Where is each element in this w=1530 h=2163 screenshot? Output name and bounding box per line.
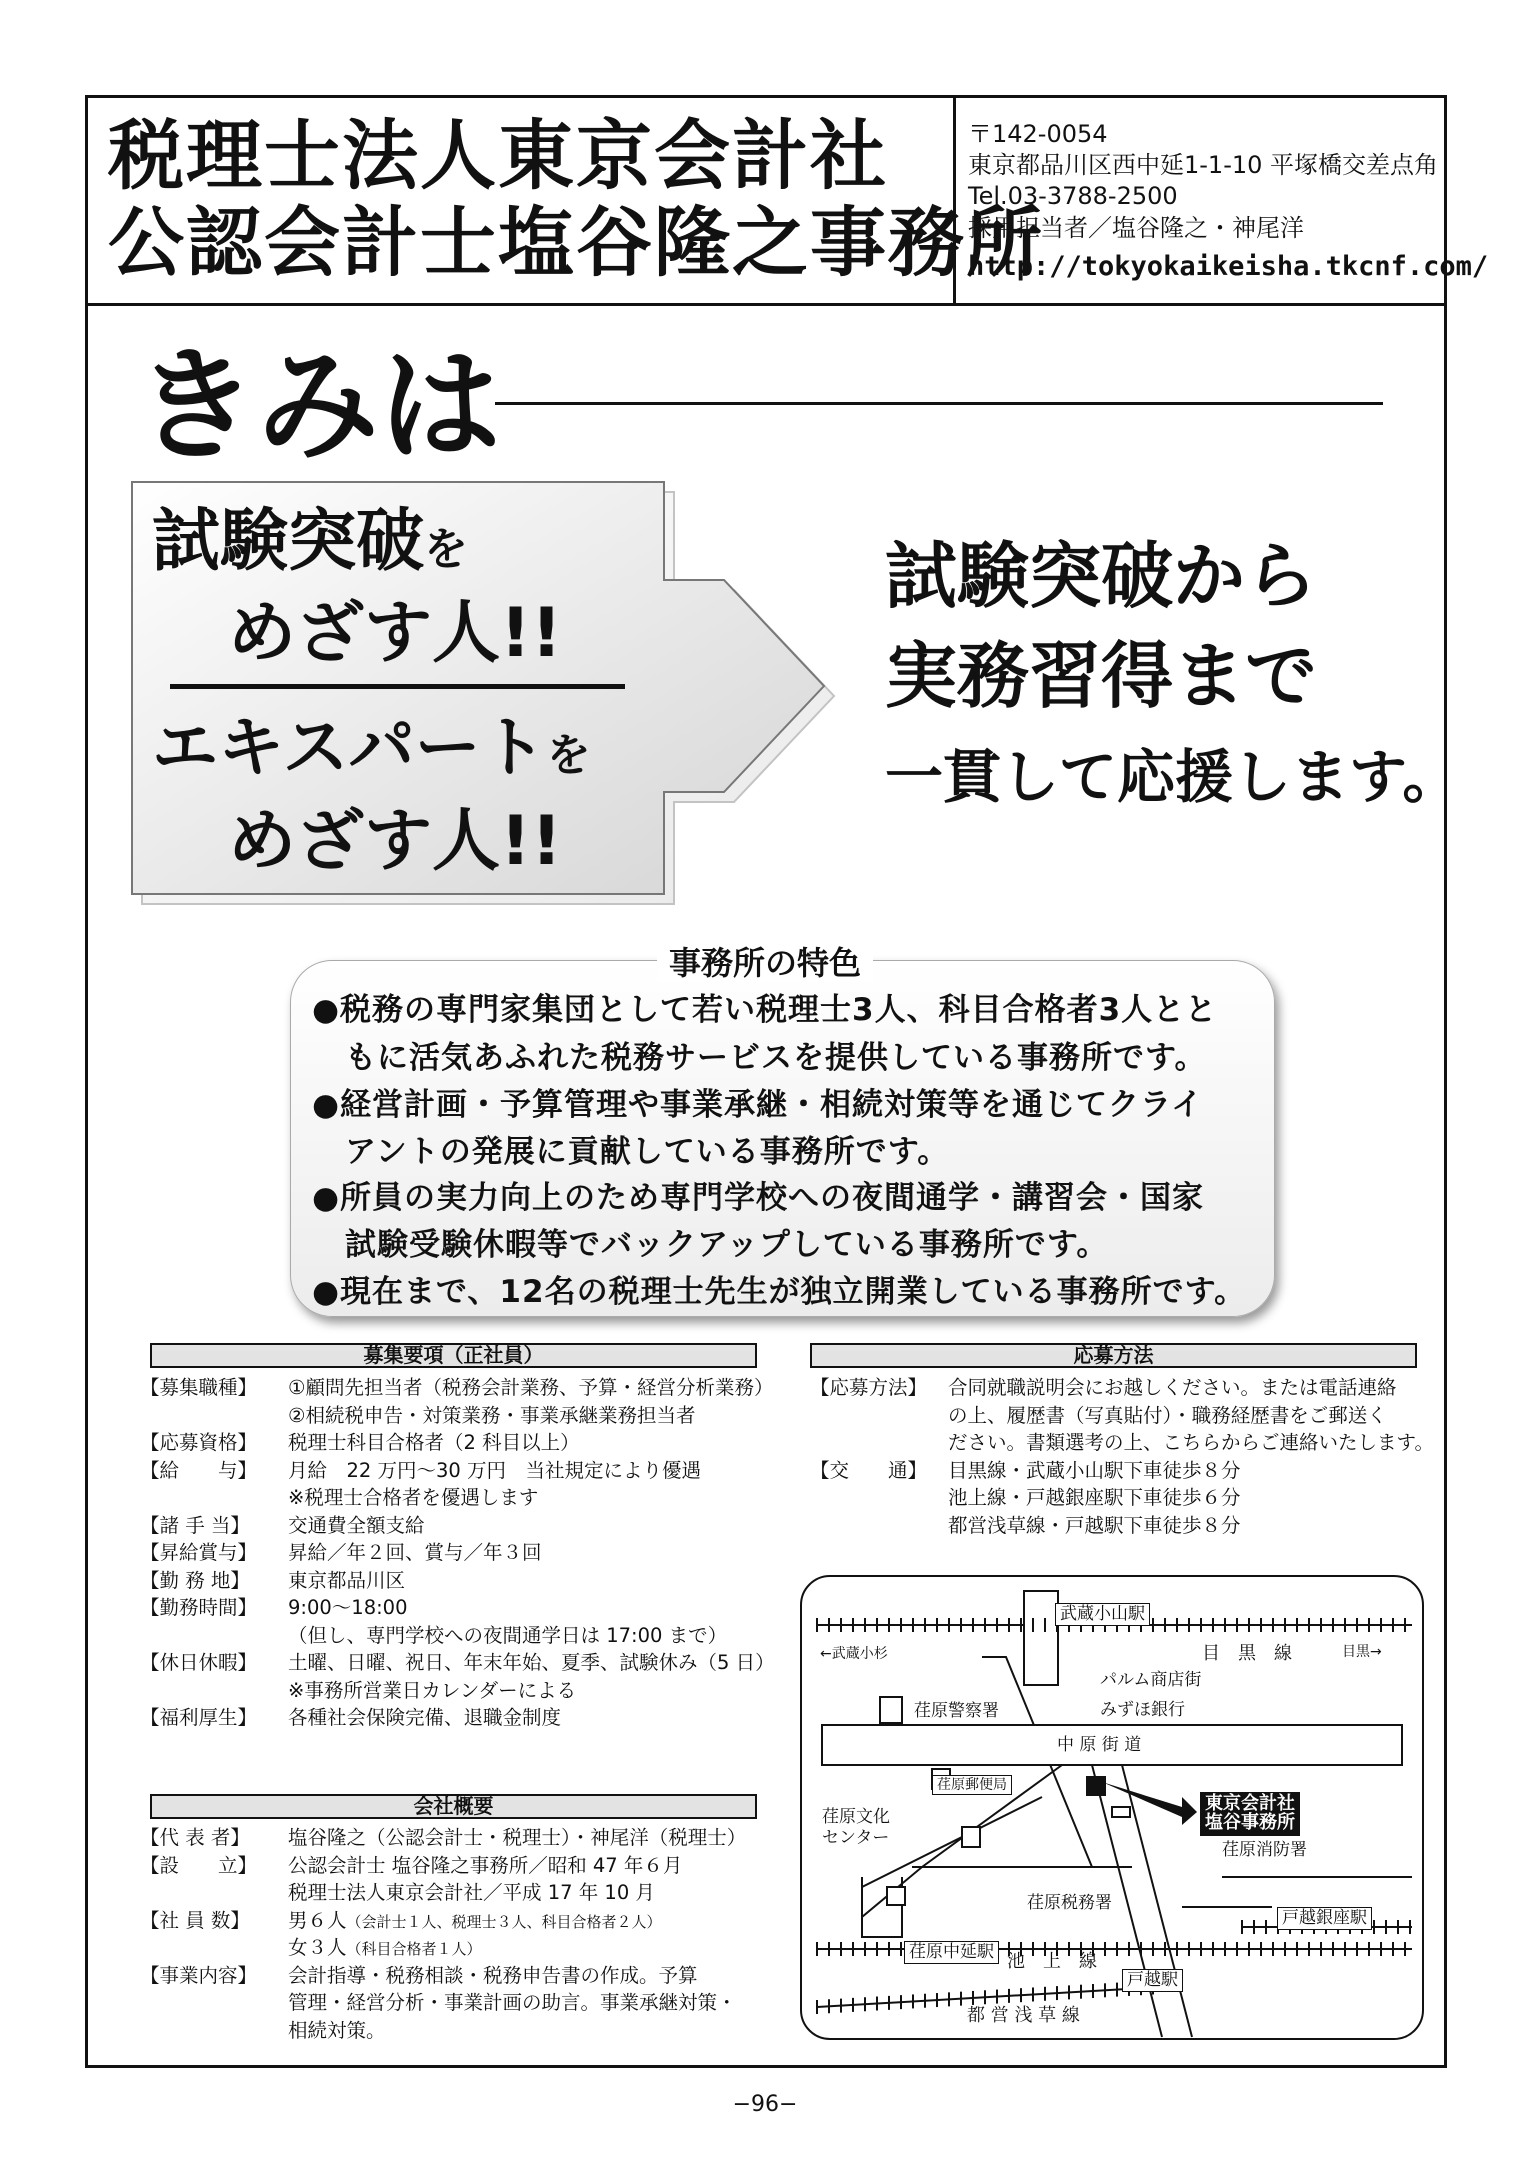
info-row-value: 月給 22 万円〜30 万円 当社規定により優遇 — [288, 1458, 702, 1482]
info-row-value: の上、履歴書（写真貼付）・職務経歴書をご郵送く — [948, 1403, 1387, 1427]
right-msg-line3: 一貫して応援します。 — [885, 743, 1461, 811]
map-ikegami-line: 池 上 線 — [1007, 1951, 1097, 1972]
headline-rule — [495, 402, 1383, 405]
info-row-value: （但し、専門学校への夜間通学日は 17:00 まで） — [288, 1623, 728, 1647]
feature-item: 試験受験休暇等でバックアップしている事務所です。 — [345, 1227, 1109, 1263]
feature-item: ●所員の実力向上のため専門学校への夜間通学・講習会・国家 — [312, 1180, 1205, 1216]
info-row-value: 公認会計士 塩谷隆之事務所／昭和 47 年６月 — [288, 1853, 683, 1877]
info-row-value: 都営浅草線・戸越駅下車徒歩８分 — [948, 1513, 1241, 1537]
info-row-value: 相続対策。 — [288, 2018, 386, 2042]
info-row-value: ださい。書類選考の上、こちらからご連絡いたします。 — [948, 1431, 1434, 1454]
firm-name-line2: 公認会計士塩谷隆之事務所 — [108, 198, 1044, 287]
map-mizuho: みずほ銀行 — [1100, 1700, 1185, 1720]
map-tax: 荏原税務署 — [1027, 1893, 1112, 1913]
header-divider — [85, 303, 1447, 306]
info-row-value: 管理・経営分析・事業計画の助言。事業承継対策・ — [288, 1991, 737, 2014]
map-police: 荏原警察署 — [914, 1701, 999, 1721]
map-drawing — [802, 1577, 1424, 2040]
info-row-key: 【応募資格】 — [140, 1431, 258, 1454]
info-row-value: ②相続税申告・対策業務・事業承継業務担当者 — [288, 1403, 696, 1427]
left-divider — [170, 684, 625, 689]
info-row-value: 女３人（科目合格者１人） — [288, 1936, 482, 1959]
features-title: 事務所の特色 — [0, 938, 1530, 984]
info-row-value: 交通費全額支給 — [288, 1513, 425, 1537]
left-line2: めざす人!! — [228, 594, 563, 673]
map-station-musashikoyama: 武蔵小山駅 — [1055, 1603, 1150, 1626]
map-meguro-line: 目 黒 線 — [1202, 1643, 1292, 1664]
info-row-key: 【勤務時間】 — [140, 1596, 258, 1619]
map-culture: 荏原文化 センター — [822, 1807, 890, 1849]
info-row-value: 昇給／年２回、賞与／年３回 — [288, 1541, 542, 1564]
info-row-value: 池上線・戸越銀座駅下車徒歩６分 — [948, 1486, 1241, 1509]
info-row-value: 目黒線・武蔵小山駅下車徒歩８分 — [948, 1458, 1241, 1482]
info-row-value: 会計指導・税務相談・税務申告書の作成。予算 — [288, 1963, 698, 1987]
address: 東京都品川区西中延1-1-10 平塚橋交差点角 — [968, 151, 1439, 179]
firm-name-line1: 税理士法人東京会計社 — [108, 111, 888, 200]
company-title: 会社概要 — [150, 1794, 757, 1819]
telephone: Tel.03-3788-2500 — [968, 182, 1178, 210]
map-to-meguro: 目黒→ — [1342, 1644, 1382, 1660]
right-msg-line2: 実務習得まで — [885, 633, 1318, 718]
info-row-value: ※事務所営業日カレンダーによる — [288, 1678, 577, 1702]
map-to-musashikosugi: ←武蔵小杉 — [820, 1646, 888, 1662]
recruiter: 採用担当者／塩谷隆之・神尾洋 — [968, 214, 1304, 242]
map-palm: パルム商店街 — [1100, 1670, 1202, 1690]
info-row-key: 【休日休暇】 — [140, 1651, 258, 1674]
feature-item: ●現在まで、12名の税理士先生が独立開業している事務所です。 — [312, 1274, 1247, 1310]
info-row-value: 男６人（会計士１人、税理士３人、科目合格者２人） — [288, 1908, 662, 1932]
recruit-title: 募集要項（正社員） — [150, 1343, 757, 1368]
info-row-key: 【給 与】 — [140, 1458, 258, 1482]
page-number: −96− — [732, 2092, 798, 2117]
info-row-value: 合同就職説明会にお越しください。または電話連絡 — [948, 1376, 1397, 1399]
info-row-value: ※税理士合格者を優遇します — [288, 1486, 539, 1509]
info-row-value: 塩谷隆之（公認会計士・税理士）・神尾洋（税理士） — [288, 1826, 747, 1849]
info-row-key: 【応募方法】 — [810, 1376, 928, 1399]
left-line1: 試験突破を — [152, 502, 469, 581]
feature-item: アントの発展に貢献している事務所です。 — [345, 1134, 950, 1170]
info-row-value: 東京都品川区 — [288, 1568, 406, 1592]
info-row-key: 【交 通】 — [810, 1458, 928, 1482]
info-row-key: 【代 表 者】 — [140, 1826, 250, 1849]
info-row-key: 【事業内容】 — [140, 1963, 258, 1987]
feature-item: ●経営計画・予算管理や事業承継・相続対策等を通じてクライ — [312, 1087, 1204, 1123]
map-asakusa-line: 都 営 浅 草 線 — [967, 2005, 1080, 2026]
map-station-togoshi: 戸越駅 — [1122, 1969, 1183, 1992]
info-row-value: ①顧問先担当者（税務会計業務、予算・経営分析業務） — [288, 1376, 774, 1399]
info-row-key: 【勤 務 地】 — [140, 1568, 250, 1592]
info-row-key: 【社 員 数】 — [140, 1908, 250, 1932]
left-line3: エキスパートを — [152, 709, 591, 786]
info-row-key: 【諸 手 当】 — [140, 1513, 250, 1537]
feature-item: もに活気あふれた税務サービスを提供している事務所です。 — [345, 1040, 1207, 1076]
info-row-value: 税理士法人東京会計社／平成 17 年 10 月 — [288, 1881, 655, 1904]
info-row-value: 税理士科目合格者（2 科目以上） — [288, 1431, 580, 1454]
info-row-key: 【昇給賞与】 — [140, 1541, 258, 1564]
info-row-value: 土曜、日曜、祝日、年末年始、夏季、試験休み（5 日） — [288, 1651, 775, 1674]
access-map — [800, 1575, 1424, 2040]
map-fire: 荏原消防署 — [1222, 1840, 1307, 1860]
map-station-nakanobu: 荏原中延駅 — [904, 1941, 999, 1964]
info-row-key: 【設 立】 — [140, 1853, 258, 1877]
info-row-value: 9:00〜18:00 — [288, 1596, 408, 1619]
headline-kimiwa: きみは — [135, 335, 501, 477]
website-url[interactable]: http://tokyokaikeisha.tkcnf.com/ — [968, 251, 1489, 282]
map-firm: 東京会計社 塩谷事務所 — [1200, 1792, 1300, 1836]
info-row-note: （科目合格者１人） — [346, 1940, 482, 1958]
info-row-key: 【福利厚生】 — [140, 1706, 258, 1729]
info-row-key: 【募集職種】 — [140, 1376, 258, 1399]
map-post: 荏原郵便局 — [932, 1775, 1012, 1795]
info-row-value: 各種社会保険完備、退職金制度 — [288, 1706, 562, 1729]
apply-title: 応募方法 — [810, 1343, 1417, 1368]
map-station-togoshiginza: 戸越銀座駅 — [1277, 1907, 1372, 1930]
postal-code: 〒142-0054 — [968, 120, 1108, 148]
info-row-note: （会計士１人、税理士３人、科目合格者２人） — [346, 1912, 662, 1931]
left-line4: めざす人!! — [228, 802, 563, 881]
map-nakahara: 中 原 街 道 — [1057, 1735, 1142, 1755]
feature-item: ●税務の専門家集団として若い税理士3人、科目合格者3人とと — [312, 992, 1218, 1028]
right-msg-line1: 試験突破から — [885, 533, 1318, 618]
